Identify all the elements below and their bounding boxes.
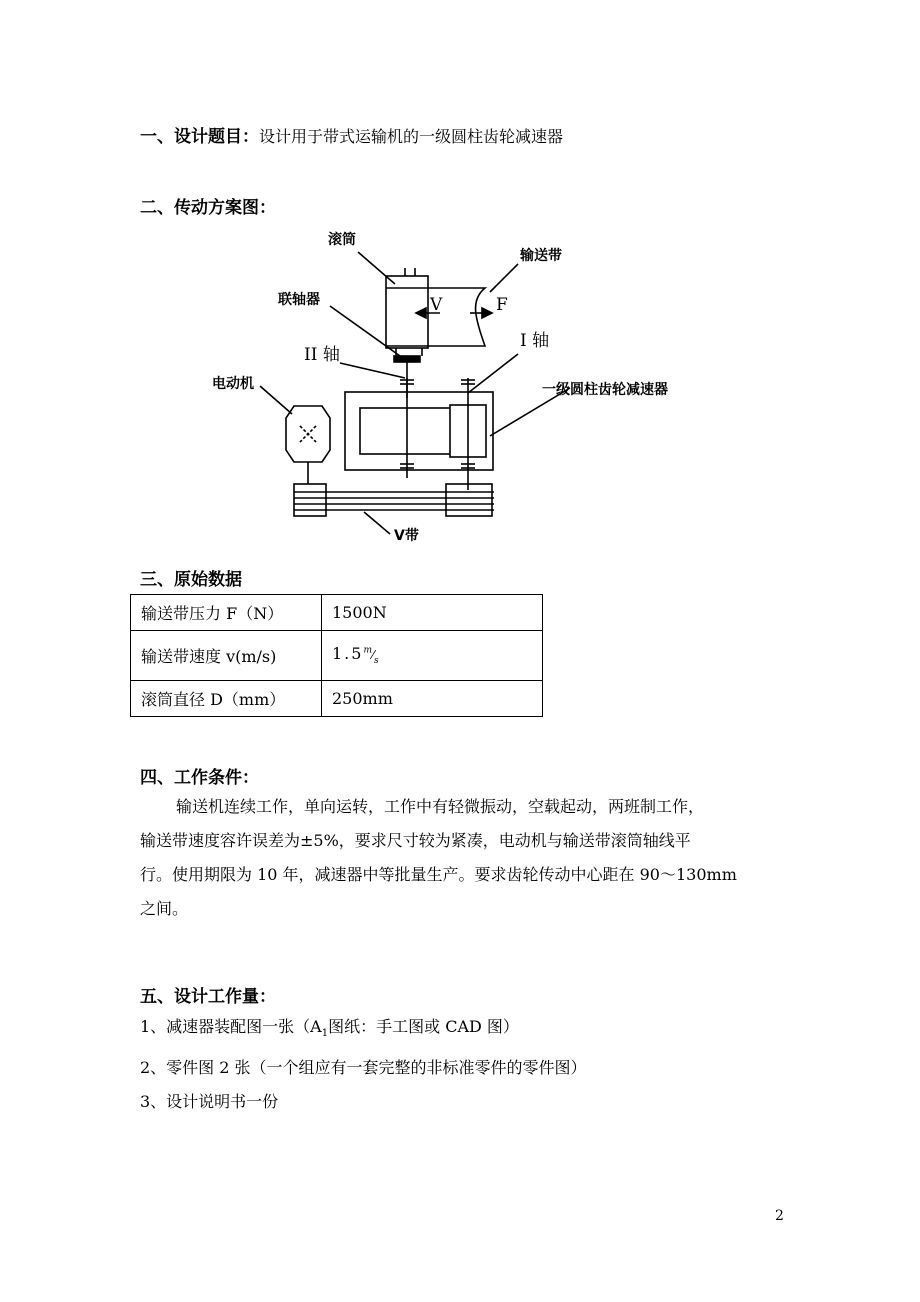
- label-v-belt: V带: [394, 528, 419, 544]
- section-5-heading: 五、设计工作量：: [140, 987, 276, 1007]
- table-cell-label: 滚筒直径 D（mm）: [131, 681, 322, 717]
- unit-denominator: s: [374, 656, 379, 667]
- list-item: 2、零件图 2 张（一个组应有一套完整的非标准零件的零件图）: [140, 1058, 587, 1078]
- section-1-text: 设计用于带式运输机的一级圆柱齿轮减速器: [259, 127, 564, 146]
- page-number: 2: [775, 1208, 784, 1224]
- table-cell-value: 1500N: [322, 595, 543, 631]
- table-row: [131, 631, 543, 681]
- paragraph-line: 行。使用期限为 10 年，减速器中等批量生产。要求齿轮传动中心距在 90～130mm: [140, 865, 737, 884]
- section-4-body: [140, 790, 780, 926]
- label-shaft-2: II 轴: [304, 345, 340, 365]
- table-row: [131, 595, 543, 631]
- table-cell-label: 输送带压力 F（N）: [131, 595, 322, 631]
- table-cell-value: $1.5^m⁄_s$: [322, 631, 543, 681]
- label-motor: 电动机: [212, 376, 254, 392]
- list-item: 3、设计说明书一份: [140, 1092, 279, 1112]
- label-drum: 滚筒: [328, 232, 356, 248]
- table-cell-value: 250mm: [322, 681, 543, 717]
- speed-value: 1.5: [332, 644, 364, 664]
- label-reducer: 一级圆柱齿轮减速器: [542, 382, 668, 398]
- label-conveyor-belt: 输送带: [520, 248, 562, 264]
- label-coupling: 联轴器: [278, 292, 320, 308]
- paragraph-line: 输送机连续工作，单向运转，工作中有轻微振动，空载起动，两班制工作，: [176, 797, 705, 816]
- section-4-heading: 四、工作条件：: [140, 768, 259, 788]
- section-1: [140, 120, 563, 154]
- table-cell-label: 输送带速度 v(m/s): [131, 631, 322, 681]
- section-2-heading: 二、传动方案图：: [140, 198, 276, 218]
- section-1-heading: 一、设计题目：: [140, 127, 259, 147]
- transmission-diagram: [200, 228, 720, 554]
- paragraph-line: 输送带速度容许误差为±5%，要求尺寸较为紧凑，电动机与输送带滚筒轴线平: [140, 831, 691, 850]
- label-force: F: [496, 295, 508, 315]
- label-velocity: V: [430, 295, 443, 315]
- data-table: [130, 594, 543, 717]
- unit-numerator: m: [363, 646, 372, 657]
- section-3-heading: 三、原始数据: [140, 570, 242, 590]
- paragraph-line: 之间。: [140, 899, 189, 918]
- label-shaft-1: I 轴: [520, 331, 550, 351]
- section-5-list: [140, 1010, 587, 1119]
- table-row: [131, 681, 543, 717]
- list-item: 1、减速器装配图一张（$A_1$图纸：手工图或 CAD 图）: [140, 1017, 519, 1040]
